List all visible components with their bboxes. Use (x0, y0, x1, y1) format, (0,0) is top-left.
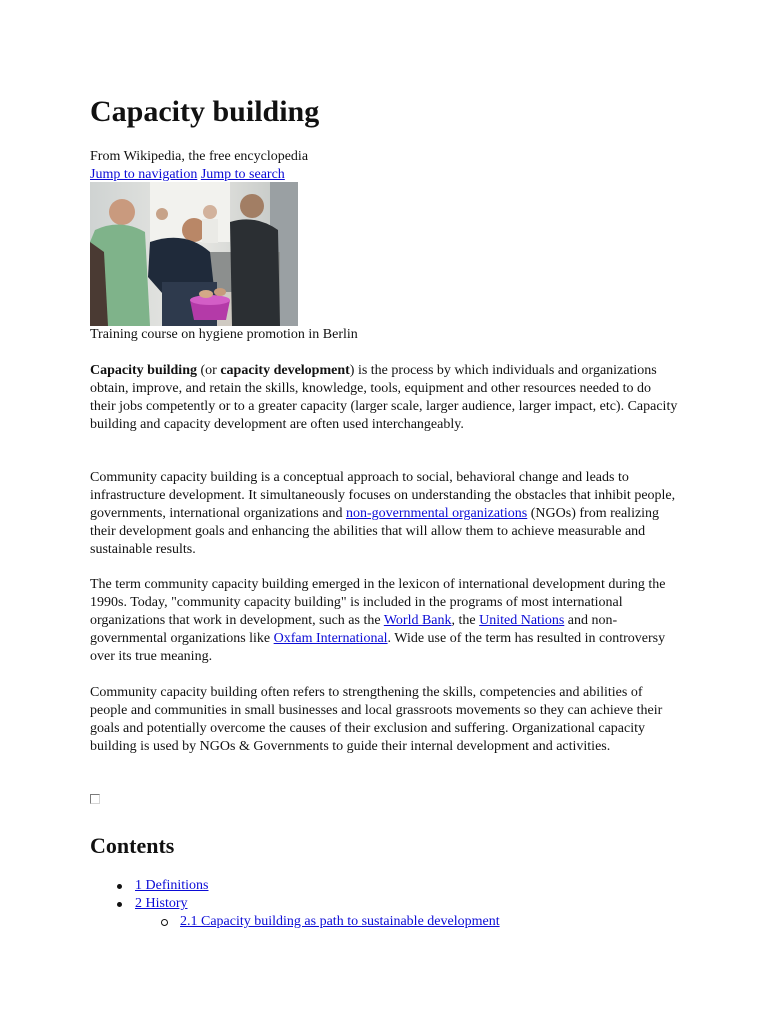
training-photo-illustration (90, 182, 298, 326)
text-span: ) is the process by which individuals and organizations obtain, improve, and retain the skills, knowledge, tools, equipment and other resources needed to do their jobs competently or to a greater capacity (larger scale, larger audience, larger impact, etc). Capacity building and capacity development are often used interchangeably. (90, 363, 678, 432)
toc-link-sustainable-development[interactable]: 2.1 Capacity building as path to sustainable development (180, 914, 500, 929)
text-span: The term community capacity building emerged in the lexicon of international development during the 1990s. Today, "community capacity building" is included in the programs of most international organizations that work in development, such as the (90, 577, 666, 628)
page-title: Capacity building (90, 95, 320, 128)
term-history-paragraph (90, 576, 680, 666)
toc-link-history[interactable]: 2 History (135, 896, 188, 911)
bold-term: capacity development (220, 363, 350, 378)
text-span: Community capacity building is a conceptual approach to social, behavioral change and leads to infrastructure development. It simultaneously focuses on understanding the obstacles that inhibit people, governments, international organizations and (90, 470, 676, 521)
toc-link-definitions[interactable]: 1 Definitions (135, 878, 209, 893)
checkbox-icon[interactable] (90, 794, 100, 804)
table-of-contents (90, 877, 500, 931)
toc-item (90, 877, 500, 895)
jump-to-navigation-link[interactable]: Jump to navigation (90, 167, 198, 182)
toc-item (90, 895, 500, 913)
circle-bullet-icon (161, 919, 168, 926)
united-nations-link[interactable]: United Nations (479, 613, 565, 628)
text-span: Community capacity building often refers to strengthening the skills, competencies and abilities of people and communities in small businesses and local grassroots movements so they can achieve their goals and potentially overcome the causes of their exclusion and suffering. Organizational capacity building is used by NGOs & Governments to guide their internal development and activities. (90, 685, 663, 754)
image-caption: Training course on hygiene promotion in Berlin (90, 327, 358, 342)
bullet-icon (117, 902, 122, 907)
jump-to-search-link[interactable]: Jump to search (200, 167, 285, 182)
article-photo[interactable] (90, 182, 298, 326)
world-bank-link[interactable]: World Bank (383, 613, 452, 628)
skills-paragraph (90, 684, 680, 756)
bullet-icon (117, 884, 122, 889)
bold-term: Capacity building (90, 363, 197, 378)
contents-heading: Contents (90, 833, 175, 858)
text-span: (or (196, 363, 221, 378)
text-span: . Wide use of the term has resulted in controversy over its true meaning. (90, 631, 666, 664)
intro-paragraph (90, 362, 680, 434)
text-span: , the (451, 613, 480, 628)
community-paragraph (90, 469, 680, 559)
ngo-link[interactable]: non-governmental organizations (345, 506, 528, 521)
text-span: and non-governmental organizations like (90, 613, 618, 646)
site-tagline: From Wikipedia, the free encyclopedia (90, 149, 309, 164)
toc-subitem (90, 913, 500, 931)
oxfam-link[interactable]: Oxfam International (273, 631, 388, 646)
text-span: (NGOs) from realizing their development goals and enhancing the abilities that will allow them to achieve measurable and sustainable results. (90, 506, 660, 557)
